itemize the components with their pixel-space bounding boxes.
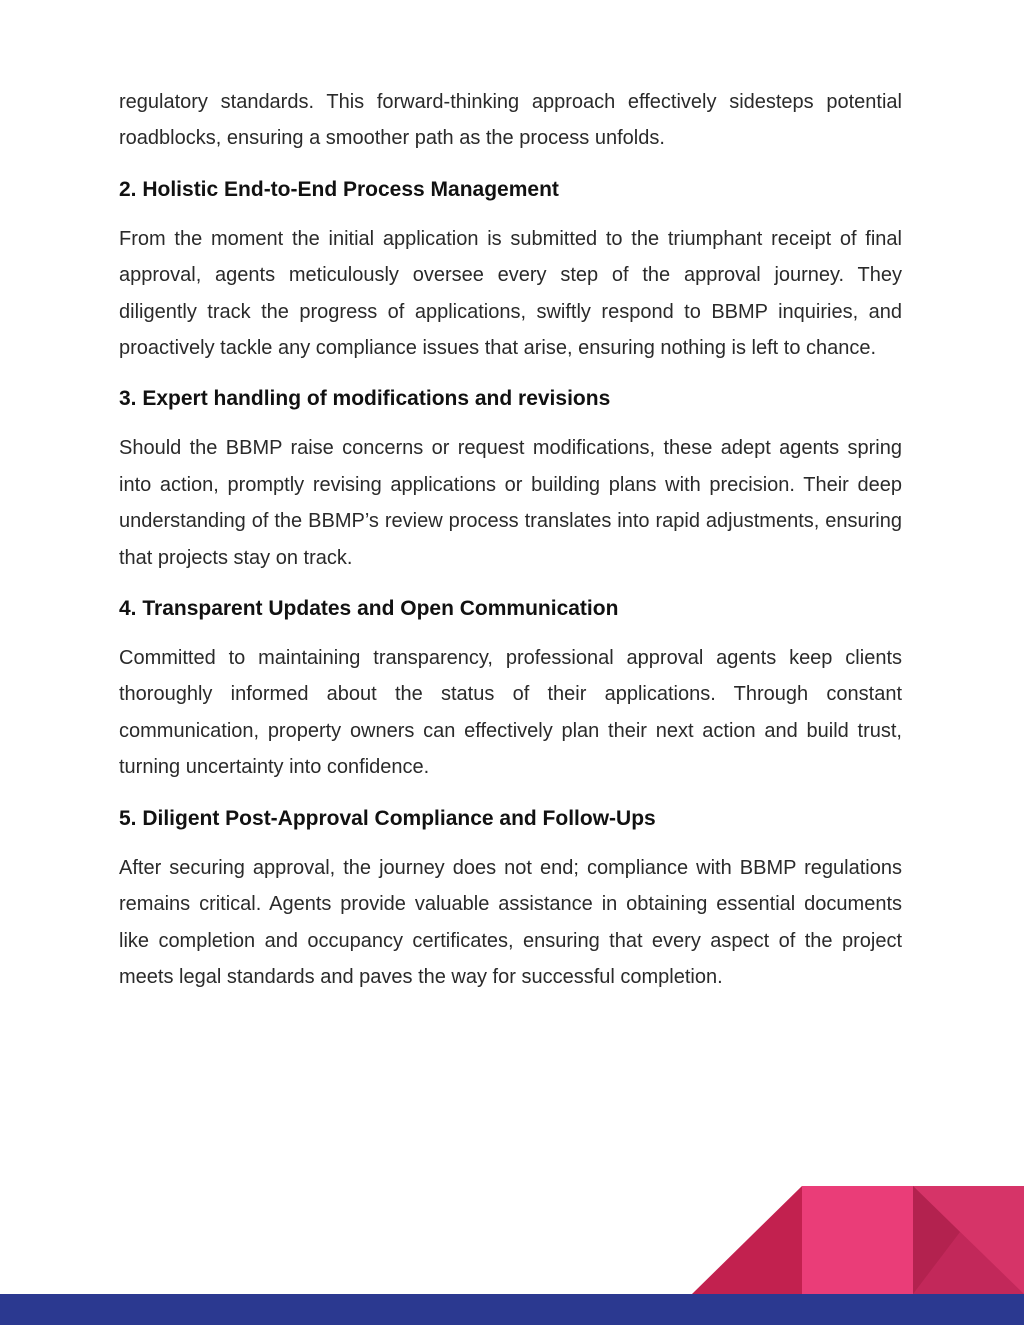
section-body-modifications: Should the BBMP raise concerns or request modifications, these adept agents spring into action, promptly revising applications or building plans with precision. Their deep understanding of the BBMP’s review process translates into rapid adjustments, ensuring that projects stay on track. <box>119 437 902 569</box>
intro-paragraph: regulatory standards. This forward-thinking approach effectively sidesteps potential roadblocks, ensuring a smoother path as the process unfolds. <box>119 91 902 150</box>
footer-bar <box>0 1294 1024 1325</box>
decor-left-triangle <box>692 1186 802 1294</box>
section-body-compliance: After securing approval, the journey does not end; compliance with BBMP regulations remains critical. Agents provide valuable assistance in obtaining essential documents like completion and occupancy certificates, ensuring that every aspect of the project meets legal standards and paves the way for successful completion. <box>119 856 902 988</box>
section-heading-process-management: 2. Holistic End-to-End Process Management <box>119 177 559 201</box>
section-heading-modifications: 3. Expert handling of modifications and revisions <box>119 387 611 411</box>
section-heading-compliance: 5. Diligent Post-Approval Compliance and Follow-Ups <box>119 806 656 830</box>
decor-middle-block <box>802 1186 914 1294</box>
section-body-process-management: From the moment the initial application is submitted to the triumphant receipt of final approval, agents meticulously oversee every step of the approval journey. They diligently track the progress of applications, swiftly respond to BBMP inquiries, and proactively tackle any compliance issues that arise, ensuring nothing is left to chance. <box>119 227 902 360</box>
section-body-communication: Committed to maintaining transparency, professional approval agents keep clients thoroughly informed about the status of their applications. Through constant communication, property owners can effectively plan their next action and build trust, turning uncertainty into confidence. <box>119 647 902 779</box>
section-heading-communication: 4. Transparent Updates and Open Communication <box>119 597 619 621</box>
